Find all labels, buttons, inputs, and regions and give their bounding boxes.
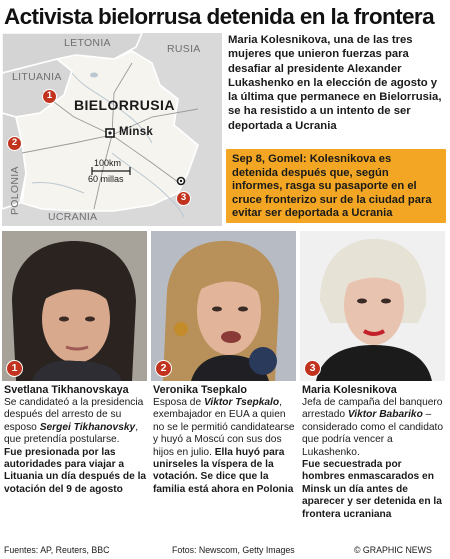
footer-photos: Fotos: Newscom, Getty Images: [172, 545, 295, 555]
portrait-3: [300, 231, 445, 381]
bio-name: Maria Kolesnikova: [302, 384, 397, 396]
map-marker-1: 1: [42, 89, 57, 104]
map-marker-3: 3: [176, 191, 191, 206]
intro-text: Maria Kolesnikova, una de las tres mujeres que unieron fuerzas para desafiar al presidente Alexander Lukashenko en la elección de agosto y la última que permanece en Bielorrusia, se ha resistido a un intento de ser deportada a Ucrania: [228, 34, 442, 132]
map-label-ukraine: UCRANIA: [48, 211, 98, 223]
scale-km: 100km: [94, 158, 122, 168]
footer: [0, 541, 450, 559]
photo-marker-1: 1: [6, 360, 23, 377]
footer-sources: Fuentes: AP, Reuters, BBC: [4, 545, 110, 555]
photo-tsepkalo: [151, 231, 296, 381]
bio-emphasis: Sergei Tikhanovsky: [39, 421, 136, 433]
photo-marker-3: 3: [304, 360, 321, 377]
bio-highlight: Ella huyó para unirseles la víspera de la votación. Se dice que la familia está ahora en Polonia: [153, 446, 294, 495]
map-label-poland: POLONIA: [9, 166, 21, 215]
photo-kolesnikova: [300, 231, 445, 381]
photo-marker-2: 2: [155, 360, 172, 377]
bio-text: Se candidateó a la presidencia después del arresto de su esposo Sergei Tikhanovsky, que pretendía postularse.: [4, 397, 144, 446]
map-label-lithuania: LITUANIA: [12, 71, 62, 83]
bio-text: Esposa de Viktor Tsepkalo, exembajador en EUA a quien no se le permitió candidatearse y huyó a Moscú con sus dos hijos en julio. Ella huyó para unirseles la víspera de la votación. Se dice que la familia está ahora en Polonia: [153, 397, 295, 495]
map-marker-2: 2: [7, 136, 22, 151]
map-label-russia: RUSIA: [167, 43, 201, 55]
map-label-belarus: BIELORRUSIA: [74, 97, 175, 113]
page-title: Activista bielorrusa detenida en la frontera: [4, 4, 434, 29]
bio-kolesnikova: [302, 384, 447, 539]
callout-box: [226, 149, 446, 223]
bio-name: Veronika Tsepkalo: [153, 384, 248, 396]
photo-tikhanovskaya: [2, 231, 147, 381]
bio-highlight: Fue secuestrada por hombres enmascarados en Minsk un día antes de aparecer y ser detenida en la frontera ucraniana: [302, 459, 442, 520]
portrait-1: [2, 231, 147, 381]
bio-emphasis: Viktor Tsepkalo: [203, 397, 280, 408]
map-label-minsk: Minsk: [119, 126, 154, 138]
scale-miles: 60 millas: [88, 174, 124, 184]
footer-credit: © GRAPHIC NEWS: [354, 545, 432, 555]
bio-emphasis: Viktor Babariko: [347, 409, 423, 421]
belarus-map: [2, 33, 222, 226]
portrait-2: [151, 231, 296, 381]
callout-text: Sep 8, Gomel: Kolesnikova es detenida después que, según informes, rasga su pasaporte en el cruce fronterizo sur de la ciudad para evitar ser deportada a Ucrania: [232, 153, 432, 220]
bio-text: Jefa de campaña del banquero arrestado Viktor Babariko – considerado como el candidato que podría vencer a Lukashenko.: [302, 397, 444, 458]
bio-highlight: Fue presionada por las autoridades para viajar a Lituania un día después de la votación del 9 de agosto: [4, 446, 147, 495]
map-label-latvia: LETONIA: [64, 37, 111, 49]
bio-tsepkalo: [153, 384, 298, 539]
bio-tikhanovskaya: [4, 384, 149, 539]
bio-name: Svetlana Tikhanovskaya: [4, 384, 129, 396]
